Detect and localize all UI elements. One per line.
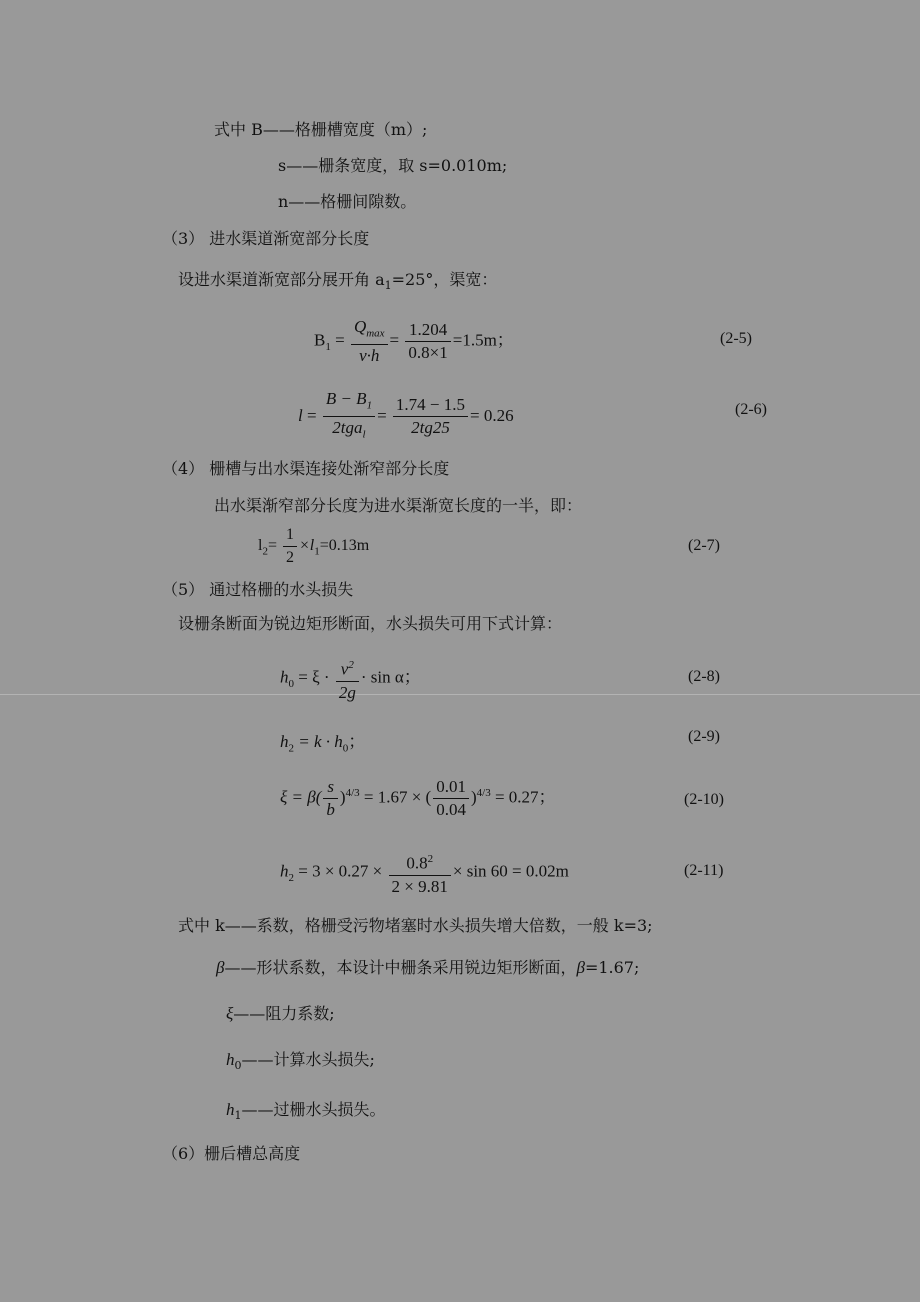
equation-number: (2-10): [684, 791, 724, 808]
text-line: 设进水渠道渐宽部分展开角 $a_1=25^\circ$，渠宽：: [178, 270, 498, 293]
text-line: 设栅条断面为锐边矩形断面，水头损失可用下式计算：: [178, 614, 563, 633]
equation-2-8: $h_0 = \xi$ · $\frac{v^2}{2g}$ · sin α；: [280, 654, 421, 704]
text-line: 出水渠渐窄部分长度为进水渠渐宽长度的一半，即：: [214, 496, 583, 515]
text-line: 式中 B——格栅槽宽度（m）;: [214, 120, 428, 139]
section-heading: （5） 通过格栅的水头损失: [162, 580, 354, 599]
equation-number: (2-8): [688, 668, 720, 685]
equation-2-9: $h_2 = k \cdot h_0$；: [280, 732, 366, 755]
section-heading: （6）栅后槽总高度: [162, 1144, 301, 1163]
equation-2-5: $B_1$ = $\frac{Q_{max}}{v\cdot h}$ = $\frac{1.204}{0.8\times 1}$ =1.5m；: [314, 317, 514, 366]
equation-number: (2-6): [735, 401, 767, 418]
equation-2-11: $h_2 = 3 \times 0.27$ × $\frac{0.8^2}{2 \times 9.81}$ × sin 60 = 0.02m: [280, 848, 569, 898]
equation-number: (2-5): [720, 330, 752, 347]
equation-2-7: $l_2=$ $\frac{1}{2}$ $\times l_1=0.13m$: [258, 526, 370, 566]
text-line: β——形状系数，本设计中栅条采用锐边矩形断面，β=1.67;: [216, 958, 640, 977]
equation-number: (2-9): [688, 728, 720, 745]
text-line: n——格栅间隙数。: [278, 192, 417, 211]
section-heading: （3） 进水渠道渐宽部分长度: [162, 229, 370, 248]
text-line: $h_1——$过栅水头损失。: [226, 1100, 386, 1123]
text-line: $h_0——$计算水头损失;: [226, 1050, 375, 1073]
equation-number: (2-11): [684, 862, 724, 879]
text-line: 式中 k——系数，格栅受污物堵塞时水头损失增大倍数，一般 k=3;: [178, 916, 653, 935]
section-heading: （4） 栅槽与出水渠连接处渐窄部分长度: [162, 459, 450, 478]
text-line: ξ——阻力系数;: [226, 1004, 335, 1023]
equation-2-10: ξ = β( $\frac{s}{b}$ )$^{4/3}$ = 1.67 × ( $\frac{0.01}{0.04}$ )$^{4/3}$ = 0.27；: [280, 777, 556, 819]
page-seam-divider: [0, 694, 920, 695]
equation-2-6: l = $\frac{B - B_1}{2tga_l}$ = $\frac{1.74 - 1.5}{2tg25}$ = 0.26: [298, 389, 514, 441]
equation-number: (2-7): [688, 537, 720, 554]
text-line: s——栅条宽度，取 s=0.010m;: [278, 156, 508, 175]
